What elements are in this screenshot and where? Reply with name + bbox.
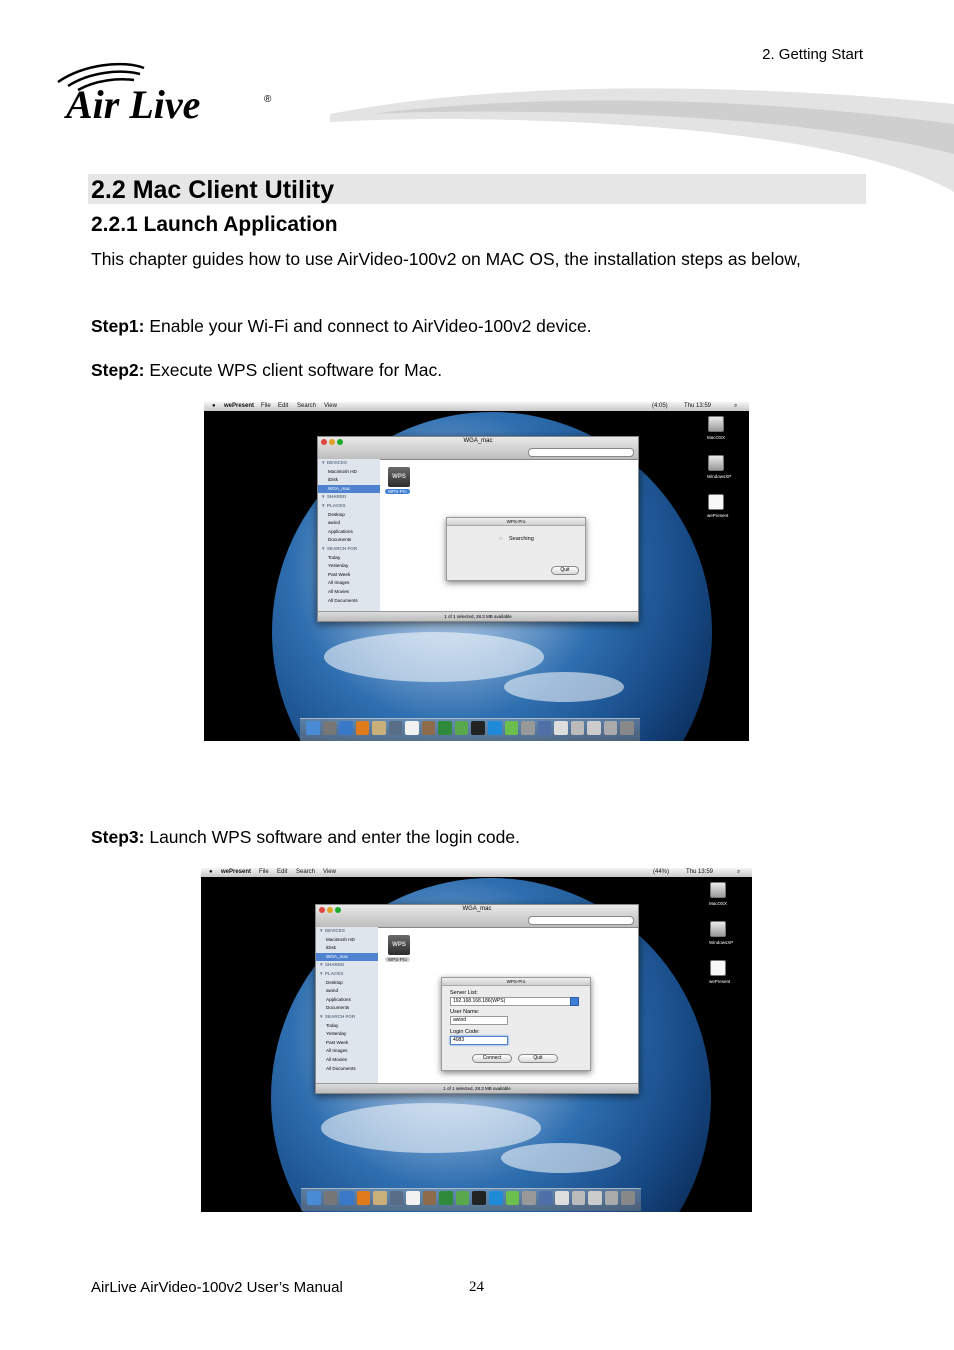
sidebar-item[interactable]: Macintosh HD [326,936,355,942]
battery-status[interactable]: (44%) [653,869,670,875]
menu-search[interactable]: Search [297,403,317,409]
dialog-title: WPS-Pro [447,518,585,526]
step-text: Execute WPS client software for Mac. [144,360,443,380]
sidebar-item[interactable]: Today [328,554,341,560]
cloud [501,1143,621,1173]
mac-menubar [204,402,749,411]
sidebar-section-header: ▼ SEARCH FOR [321,545,358,551]
sidebar-item[interactable]: Applications [328,528,353,534]
sidebar-item[interactable]: awind [328,520,341,526]
finder-statusbar: 1 of 1 selected, 28.3 MB available [316,1083,638,1093]
sidebar-section-header: ▼ PLACES [321,502,346,508]
cloud [321,1103,541,1153]
connect-button[interactable]: Connect [472,1054,512,1063]
desktop-icon-windowsxp[interactable]: WindowsXP [709,921,727,945]
sidebar-item[interactable]: Today [326,1022,339,1028]
step-label: Step1: [91,316,145,336]
spotlight-icon[interactable]: ⌕ [734,403,738,409]
clock[interactable]: Thu 13:59 [686,869,714,875]
subsection-title: 2.2.1 Launch Application [91,213,338,236]
sidebar-item[interactable]: Desktop [328,511,345,517]
logo-registered: ® [264,94,272,105]
sidebar-item[interactable]: All Images [328,580,350,586]
menu-edit[interactable]: Edit [277,869,288,875]
mac-dock [300,718,640,741]
finder-window [317,436,639,622]
finder-title: WGA_mac [463,438,493,444]
login-code-label: Login Code: [450,1029,480,1035]
quit-button[interactable]: Quit [518,1054,558,1063]
mac-menubar [201,868,752,877]
mac-dock [301,1188,641,1211]
menu-view[interactable]: View [323,869,336,875]
sidebar-item[interactable]: All Images [326,1048,348,1054]
wps-dialog [446,517,586,581]
desktop-icon-wepresent[interactable]: wePresent [709,960,727,984]
wps-app-label[interactable]: WPS-Pro [385,489,410,494]
desktop-icon-macosx[interactable]: MacOSX [709,882,727,906]
sidebar-item[interactable]: Documents [326,1005,350,1011]
sidebar-section-header: ▼ SHARED [319,962,345,968]
sidebar-item[interactable]: Yesterday [326,1031,347,1037]
step-label: Step3: [91,827,145,847]
logo-text: Air Live [66,82,201,127]
cloud [504,672,624,702]
sidebar-item[interactable]: Desktop [326,979,343,985]
menu-edit[interactable]: Edit [278,403,289,409]
sidebar-item[interactable]: WGA_mac [318,485,380,494]
cloud [324,632,544,682]
menu-file[interactable]: File [259,869,269,875]
wps-app-icon[interactable]: WPS [388,935,410,955]
sidebar-item[interactable]: iDisk [328,477,338,483]
disk-icon [710,960,726,976]
desktop-icon-macosx[interactable]: MacOSX [707,416,725,440]
drive-icon [710,882,726,898]
step-text: Launch WPS software and enter the login code. [144,827,520,847]
sidebar-item[interactable]: awind [326,988,339,994]
server-list-label: Server List: [450,990,478,996]
sidebar-item[interactable]: WGA_mac [316,953,378,962]
apple-icon[interactable]: ● [209,869,213,875]
footer-manual-title: AirLive AirVideo-100v2 User’s Manual [91,1279,343,1296]
sidebar-section-header: ▼ DEVICES [321,460,347,465]
sidebar-item[interactable]: All Movies [328,588,349,594]
finder-window [315,904,639,1094]
sidebar-item[interactable]: Macintosh HD [328,468,357,474]
step-1 [91,315,851,337]
airlive-logo [54,60,284,130]
clock[interactable]: Thu 13:59 [684,403,712,409]
screenshot-wps-login [201,868,752,1212]
step-label: Step2: [91,360,145,380]
drive-icon [708,455,724,471]
finder-sidebar [318,459,380,612]
sidebar-item[interactable]: Documents [328,537,352,543]
sidebar-item[interactable]: Applications [326,996,351,1002]
intro-paragraph: This chapter guides how to use AirVideo-100v2 on MAC OS, the installation steps as below, [91,249,801,269]
menu-view[interactable]: View [324,403,337,409]
server-list-select[interactable]: 192.168.168.186(WPS) [450,997,578,1006]
step-2 [91,359,851,381]
sidebar-item[interactable]: All Documents [328,597,358,603]
menu-app[interactable]: wePresent [224,403,255,409]
menu-file[interactable]: File [261,403,271,409]
wps-app-label[interactable]: WPS-Pro [385,957,410,962]
finder-titlebar [316,905,638,928]
sidebar-item[interactable]: All Movies [326,1056,347,1062]
step-3 [91,826,851,848]
chevron-down-icon[interactable] [570,997,579,1006]
quit-button[interactable]: Quit [551,566,579,575]
screenshot-wps-searching [204,402,749,741]
sidebar-item[interactable]: All Documents [326,1065,356,1071]
sidebar-item[interactable]: Past Week [326,1039,349,1045]
menu-app[interactable]: wePresent [221,869,252,875]
sidebar-item[interactable]: iDisk [326,945,336,951]
dock-icons[interactable] [306,721,634,735]
spotlight-icon[interactable]: ⌕ [737,869,741,875]
drive-icon [710,921,726,937]
dialog-title: WPS-Pro [442,978,590,986]
user-name-label: User Name: [450,1009,480,1015]
finder-titlebar [318,437,638,460]
finder-search-field[interactable] [528,448,634,457]
finder-search-field[interactable] [528,916,634,925]
wps-app-icon[interactable]: WPS [388,467,410,487]
disk-icon [708,494,724,510]
chapter-label: 2. Getting Start [762,46,863,63]
finder-statusbar: 1 of 1 selected, 28.3 MB available [318,611,638,621]
login-code-input[interactable]: 4083 [450,1036,508,1045]
dock-icons[interactable] [307,1191,635,1205]
drive-icon [708,416,724,432]
sidebar-section-header: ▼ SEARCH FOR [319,1013,356,1019]
page-number: 24 [469,1279,484,1295]
desktop-icon-windowsxp[interactable]: WindowsXP [707,455,725,479]
sidebar-item[interactable]: Past Week [328,571,351,577]
menu-search[interactable]: Search [296,869,316,875]
battery-status[interactable]: (4:05) [652,403,668,409]
finder-title: WGA_mac [462,906,492,912]
finder-sidebar [316,927,378,1084]
step-text: Enable your Wi-Fi and connect to AirVideo-100v2 device. [144,316,592,336]
desktop-icon-wepresent[interactable]: wePresent [707,494,725,518]
searching-text: Searching [509,536,534,542]
sidebar-section-header: ▼ PLACES [319,970,344,976]
wps-login-dialog [441,977,591,1071]
section-title: 2.2 Mac Client Utility [91,176,335,204]
apple-icon[interactable]: ● [212,403,216,409]
sidebar-item[interactable]: Yesterday [328,563,349,569]
spinner-icon: ◌ [499,536,503,542]
sidebar-section-header: ▼ DEVICES [319,928,345,933]
user-name-input[interactable]: awind [450,1016,508,1025]
sidebar-section-header: ▼ SHARED [321,494,347,500]
